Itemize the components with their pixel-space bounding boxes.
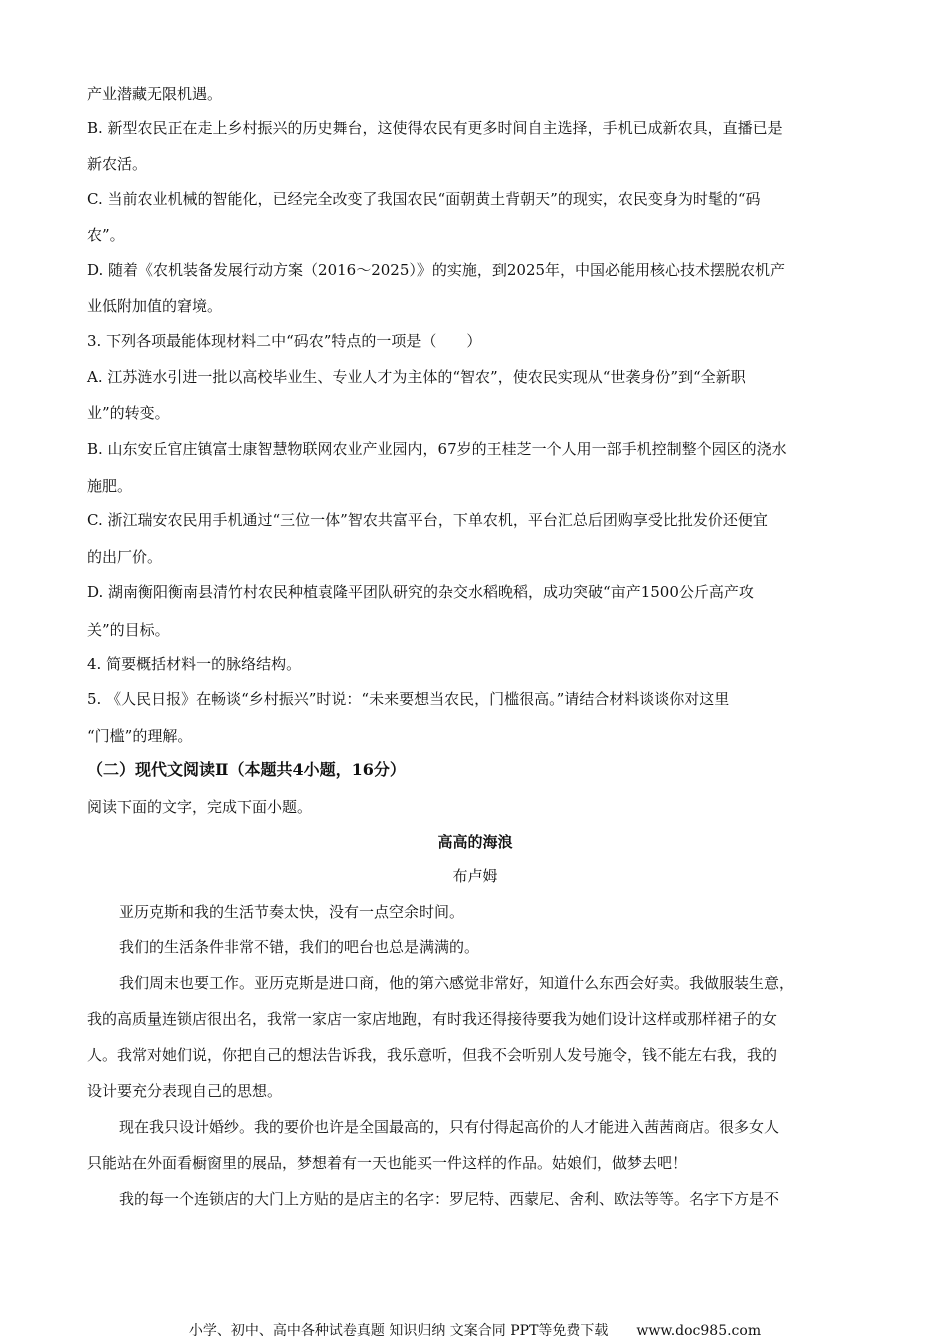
q2-option-b-line1: B. 新型农民正在走上乡村振兴的历史舞台，这使得农民有更多时间自主选择，手机已成新农具，直播已是 <box>87 119 783 137</box>
q3-option-b-line1: B. 山东安丘官庄镇富士康智慧物联网农业产业园内，67岁的王桂芝一个人用一部手机控制整个园区的浇水 <box>87 440 787 458</box>
q3-stem: 3. 下列各项最能体现材料二中“码农”特点的一项是（ ） <box>87 332 482 350</box>
story-paragraph-4-line1: 现在我只设计婚纱。我的要价也许是全国最高的，只有付得起高价的人才能进入茜茜商店。很多女人 <box>119 1118 780 1136</box>
story-paragraph-1: 亚历克斯和我的生活节奏太快，没有一点空余时间。 <box>119 903 465 921</box>
q2-option-d-line1: D. 随着《农机装备发展行动方案（2016～2025）》的实施，到2025年，中国必能用核心技术摆脱农机产 <box>87 261 786 279</box>
q3-option-c-line1: C. 浙江瑞安农民用手机通过“三位一体”智农共富平台，下单农机，平台汇总后团购享受比批发价还便宜 <box>87 511 768 529</box>
story-paragraph-3-line1: 我们周末也要工作。亚历克斯是进口商，他的第六感觉非常好，知道什么东西会好卖。我做服装生意， <box>119 974 795 992</box>
story-title: 高高的海浪 <box>437 833 513 851</box>
story-paragraph-3-line4: 设计要充分表现自己的思想。 <box>87 1082 283 1100</box>
q3-option-b-line2: 施肥。 <box>87 477 133 495</box>
q3-option-a-line2: 业”的转变。 <box>87 404 170 422</box>
story-paragraph-5-line1: 我的每一个连锁店的大门上方贴的是店主的名字：罗尼特、西蒙尼、舍利、欧法等等。名字下方是不 <box>119 1190 780 1208</box>
q2-option-c-line1: C. 当前农业机械的智能化，已经完全改变了我国农民“面朝黄土背朝天”的现实，农民变身为时髦的“码 <box>87 190 761 208</box>
story-paragraph-3-line2: 我的高质量连锁店很出名，我常一家店一家店地跑，有时我还得接待要我为她们设计这样或那样裙子的女 <box>87 1010 778 1028</box>
q3-option-d-line1: D. 湖南衡阳衡南县清竹村农民种植袁隆平团队研究的杂交水稻晚稻，成功突破“亩产1500公斤高产攻 <box>87 583 754 601</box>
story-paragraph-2: 我们的生活条件非常不错，我们的吧台也总是满满的。 <box>119 938 480 956</box>
q5-stem-line2: “门槛”的理解。 <box>87 727 193 745</box>
q4-stem: 4. 简要概括材料一的脉络结构。 <box>87 655 302 673</box>
option-a-tail: 产业潜藏无限机遇。 <box>87 85 223 103</box>
q2-option-d-line2: 业低附加值的窘境。 <box>87 297 223 315</box>
story-paragraph-4-line2: 只能站在外面看橱窗里的展品，梦想着有一天也能买一件这样的作品。姑娘们，做梦去吧！ <box>87 1154 688 1172</box>
story-paragraph-3-line3: 人。我常对她们说，你把自己的想法告诉我，我乐意听，但我不会听别人发号施令，钱不能左右我，我的 <box>87 1046 778 1064</box>
reading-instruction: 阅读下面的文字，完成下面小题。 <box>87 798 313 816</box>
q2-option-b-line2: 新农活。 <box>87 155 148 173</box>
q3-option-a-line1: A. 江苏涟水引进一批以高校毕业生、专业人才为主体的“智农”，使农民实现从“世袭身份”到“全新职 <box>87 368 746 386</box>
section-heading: （二）现代文阅读Ⅱ（本题共4小题，16分） <box>87 760 406 779</box>
q5-stem-line1: 5. 《人民日报》在畅谈“乡村振兴”时说：“未来要想当农民，门槛很高。”请结合材料谈谈你对这里 <box>87 690 730 708</box>
story-author: 布卢姆 <box>452 867 498 885</box>
q3-option-d-line2: 关”的目标。 <box>87 621 170 639</box>
page-footer: 小学、初中、高中各种试卷真题 知识归纳 文案合同 PPT等免费下载 www.doc985.com <box>188 1323 762 1339</box>
q3-option-c-line2: 的出厂价。 <box>87 548 163 566</box>
q2-option-c-line2: 农”。 <box>87 226 125 244</box>
